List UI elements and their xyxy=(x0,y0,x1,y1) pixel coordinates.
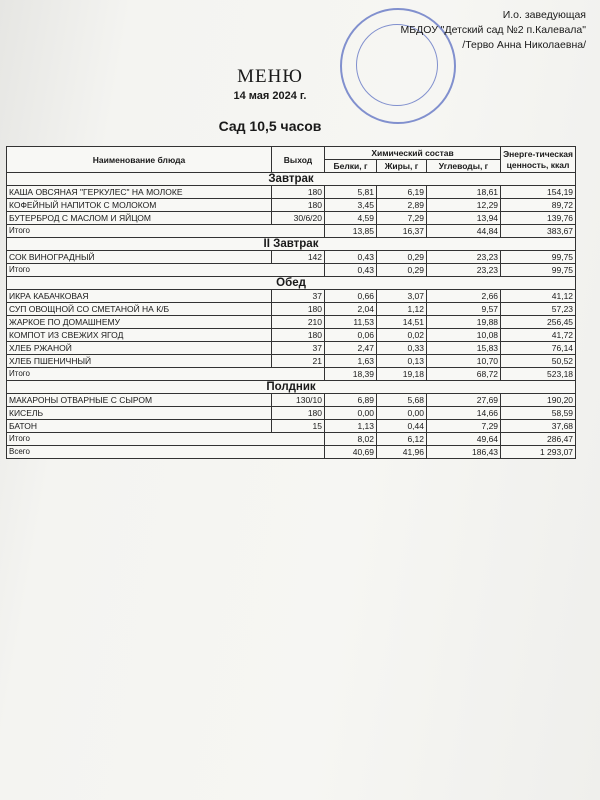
total-fat: 6,12 xyxy=(377,433,427,446)
grand-total-carb: 186,43 xyxy=(427,446,501,459)
dish-kcal: 57,23 xyxy=(501,303,576,316)
dish-kcal: 41,12 xyxy=(501,290,576,303)
dish-carb: 13,94 xyxy=(427,212,501,225)
dish-yield: 180 xyxy=(272,186,325,199)
dish-kcal: 190,20 xyxy=(501,394,576,407)
dish-yield: 180 xyxy=(272,407,325,420)
dish-carb: 2,66 xyxy=(427,290,501,303)
dish-kcal: 89,72 xyxy=(501,199,576,212)
total-fat: 19,18 xyxy=(377,368,427,381)
dish-yield: 37 xyxy=(272,290,325,303)
dish-fat: 0,13 xyxy=(377,355,427,368)
table-row xyxy=(7,329,576,342)
group-title: Сад 10,5 часов xyxy=(218,118,322,134)
dish-carb: 10,70 xyxy=(427,355,501,368)
dish-carb: 9,57 xyxy=(427,303,501,316)
dish-name: ХЛЕБ ПШЕНИЧНЫЙ xyxy=(7,355,272,368)
table-row xyxy=(7,342,576,355)
dish-fat: 14,51 xyxy=(377,316,427,329)
grand-total-label: Всего xyxy=(7,446,325,459)
total-fat: 16,37 xyxy=(377,225,427,238)
total-fat: 0,29 xyxy=(377,264,427,277)
total-kcal: 383,67 xyxy=(501,225,576,238)
section-total-row xyxy=(7,433,576,446)
approval-organization: МБДОУ "Детский сад №2 п.Калевала" xyxy=(400,24,586,36)
dish-carb: 15,83 xyxy=(427,342,501,355)
table-row xyxy=(7,199,576,212)
dish-carb: 18,61 xyxy=(427,186,501,199)
dish-carb: 7,29 xyxy=(427,420,501,433)
grand-total-protein: 40,69 xyxy=(325,446,377,459)
total-carb: 23,23 xyxy=(427,264,501,277)
dish-kcal: 37,68 xyxy=(501,420,576,433)
dish-yield: 130/10 xyxy=(272,394,325,407)
section-total-row xyxy=(7,368,576,381)
section-row xyxy=(7,381,576,394)
dish-carb: 23,23 xyxy=(427,251,501,264)
dish-yield: 180 xyxy=(272,199,325,212)
menu-body xyxy=(7,173,576,459)
dish-protein: 5,81 xyxy=(325,186,377,199)
dish-name: ИКРА КАБАЧКОВАЯ xyxy=(7,290,272,303)
dish-carb: 10,08 xyxy=(427,329,501,342)
dish-yield: 30/6/20 xyxy=(272,212,325,225)
grand-total-row xyxy=(7,446,576,459)
dish-carb: 27,69 xyxy=(427,394,501,407)
section-total-row xyxy=(7,264,576,277)
table-row xyxy=(7,290,576,303)
dish-carb: 19,88 xyxy=(427,316,501,329)
dish-protein: 2,47 xyxy=(325,342,377,355)
dish-protein: 0,66 xyxy=(325,290,377,303)
table-row xyxy=(7,316,576,329)
total-kcal: 286,47 xyxy=(501,433,576,446)
dish-fat: 0,02 xyxy=(377,329,427,342)
section-title: II Завтрак xyxy=(7,238,576,251)
table-row xyxy=(7,251,576,264)
grand-total-kcal: 1 293,07 xyxy=(501,446,576,459)
dish-carb: 14,66 xyxy=(427,407,501,420)
menu-date: 14 мая 2024 г. xyxy=(233,90,307,102)
dish-name: КИСЕЛЬ xyxy=(7,407,272,420)
dish-yield: 180 xyxy=(272,329,325,342)
dish-protein: 1,63 xyxy=(325,355,377,368)
approval-position: И.о. заведующая xyxy=(502,9,586,21)
dish-fat: 1,12 xyxy=(377,303,427,316)
total-kcal: 523,18 xyxy=(501,368,576,381)
dish-fat: 2,89 xyxy=(377,199,427,212)
dish-carb: 12,29 xyxy=(427,199,501,212)
dish-fat: 3,07 xyxy=(377,290,427,303)
dish-kcal: 256,45 xyxy=(501,316,576,329)
dish-name: БАТОН xyxy=(7,420,272,433)
dish-protein: 1,13 xyxy=(325,420,377,433)
total-carb: 68,72 xyxy=(427,368,501,381)
menu-table xyxy=(6,146,576,459)
approval-signatory: /Терво Анна Николаевна/ xyxy=(462,39,586,51)
dish-kcal: 58,59 xyxy=(501,407,576,420)
col-header-fat: Жиры, г xyxy=(377,160,427,173)
total-protein: 18,39 xyxy=(325,368,377,381)
col-header-protein: Белки, г xyxy=(325,160,377,173)
col-header-chem: Химический состав xyxy=(325,147,501,160)
table-row xyxy=(7,303,576,316)
dish-yield: 142 xyxy=(272,251,325,264)
dish-protein: 0,00 xyxy=(325,407,377,420)
dish-fat: 6,19 xyxy=(377,186,427,199)
section-row xyxy=(7,277,576,290)
dish-fat: 5,68 xyxy=(377,394,427,407)
col-header-name: Наименование блюда xyxy=(7,147,272,173)
dish-protein: 6,89 xyxy=(325,394,377,407)
dish-name: СУП ОВОЩНОЙ СО СМЕТАНОЙ НА К/Б xyxy=(7,303,272,316)
dish-fat: 0,29 xyxy=(377,251,427,264)
total-label: Итого xyxy=(7,433,325,446)
dish-name: ЖАРКОЕ ПО ДОМАШНЕМУ xyxy=(7,316,272,329)
table-row xyxy=(7,186,576,199)
section-row xyxy=(7,238,576,251)
dish-name: СОК ВИНОГРАДНЫЙ xyxy=(7,251,272,264)
dish-fat: 0,44 xyxy=(377,420,427,433)
table-row xyxy=(7,355,576,368)
dish-kcal: 50,52 xyxy=(501,355,576,368)
dish-fat: 0,00 xyxy=(377,407,427,420)
dish-name: КОМПОТ ИЗ СВЕЖИХ ЯГОД xyxy=(7,329,272,342)
dish-name: КОФЕЙНЫЙ НАПИТОК С МОЛОКОМ xyxy=(7,199,272,212)
dish-name: ХЛЕБ РЖАНОЙ xyxy=(7,342,272,355)
total-protein: 0,43 xyxy=(325,264,377,277)
page-title: МЕНЮ xyxy=(237,66,303,87)
dish-name: МАКАРОНЫ ОТВАРНЫЕ С СЫРОМ xyxy=(7,394,272,407)
dish-name: КАША ОВСЯНАЯ "ГЕРКУЛЕС" НА МОЛОКЕ xyxy=(7,186,272,199)
dish-protein: 2,04 xyxy=(325,303,377,316)
total-kcal: 99,75 xyxy=(501,264,576,277)
dish-yield: 37 xyxy=(272,342,325,355)
dish-kcal: 139,76 xyxy=(501,212,576,225)
col-header-energy: Энерге-тическая ценность, ккал xyxy=(501,147,576,173)
total-label: Итого xyxy=(7,225,325,238)
dish-protein: 0,43 xyxy=(325,251,377,264)
total-protein: 8,02 xyxy=(325,433,377,446)
dish-yield: 15 xyxy=(272,420,325,433)
grand-total-fat: 41,96 xyxy=(377,446,427,459)
section-title: Обед xyxy=(7,277,576,290)
dish-protein: 3,45 xyxy=(325,199,377,212)
col-header-yield: Выход xyxy=(272,147,325,173)
dish-kcal: 154,19 xyxy=(501,186,576,199)
dish-fat: 0,33 xyxy=(377,342,427,355)
dish-yield: 180 xyxy=(272,303,325,316)
col-header-carb: Углеводы, г xyxy=(427,160,501,173)
table-row xyxy=(7,407,576,420)
total-carb: 44,84 xyxy=(427,225,501,238)
dish-yield: 210 xyxy=(272,316,325,329)
approval-block xyxy=(401,8,586,53)
dish-yield: 21 xyxy=(272,355,325,368)
total-label: Итого xyxy=(7,368,325,381)
dish-fat: 7,29 xyxy=(377,212,427,225)
total-protein: 13,85 xyxy=(325,225,377,238)
section-title: Завтрак xyxy=(7,173,576,186)
dish-name: БУТЕРБРОД С МАСЛОМ И ЯЙЦОМ xyxy=(7,212,272,225)
dish-kcal: 76,14 xyxy=(501,342,576,355)
dish-protein: 0,06 xyxy=(325,329,377,342)
table-row xyxy=(7,420,576,433)
total-label: Итого xyxy=(7,264,325,277)
dish-kcal: 99,75 xyxy=(501,251,576,264)
section-row xyxy=(7,173,576,186)
section-title: Полдник xyxy=(7,381,576,394)
table-row xyxy=(7,212,576,225)
dish-protein: 4,59 xyxy=(325,212,377,225)
dish-protein: 11,53 xyxy=(325,316,377,329)
total-carb: 49,64 xyxy=(427,433,501,446)
dish-kcal: 41,72 xyxy=(501,329,576,342)
section-total-row xyxy=(7,225,576,238)
table-row xyxy=(7,394,576,407)
